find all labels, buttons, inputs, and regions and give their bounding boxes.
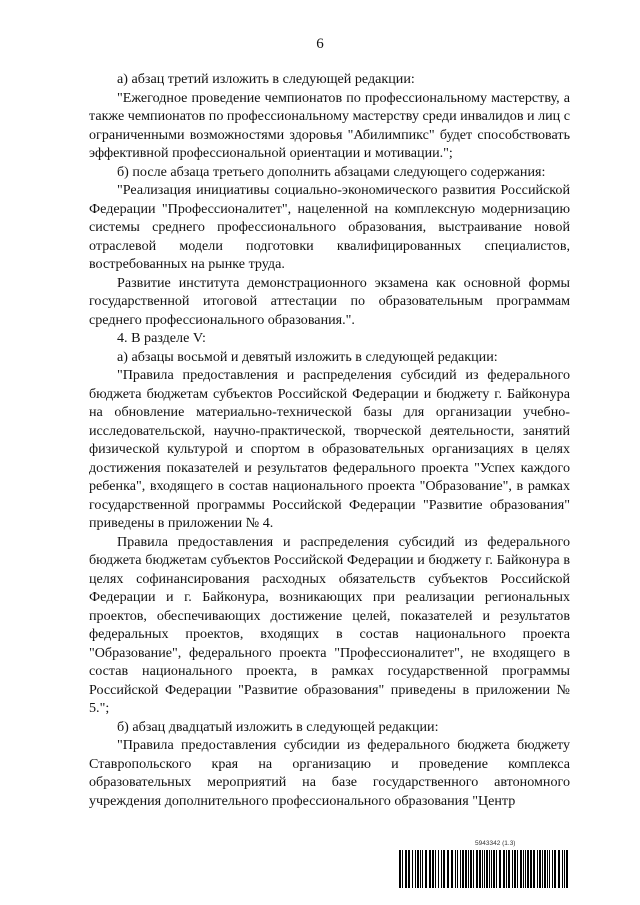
barcode-bar: [558, 850, 560, 888]
barcode-bar: [479, 850, 481, 888]
barcode-bar: [506, 850, 507, 888]
barcode-bar: [417, 850, 419, 888]
paragraph: Развитие института демонстрационного экзамена как основной формы государственной итоговой аттестации по образовательным программам среднего профессионального образования.".: [89, 274, 570, 328]
barcode-bar: [533, 850, 535, 888]
paragraph: "Правила предоставления и распределения субсидий из федерального бюджета бюджетам субъектов Российской Федерации и бюджету г. Байконура на обновление материально-технической базы для организации учебно-исследовательской, научно-практической, творческой деятельности, занятий физической культурой и спортом в образовательных организациях в целях достижения показателей и результатов федерального проекта "Успех каждого ребенка", входящего в состав национального проекта "Образование", в рамках государственной программы Российской Федерации "Развитие образования" приведены в приложении № 4.: [89, 367, 570, 531]
barcode-icon: [399, 850, 571, 888]
barcode-bar: [527, 850, 529, 888]
barcode-bar: [523, 850, 524, 888]
barcode-bar: [514, 850, 516, 888]
barcode-bar: [470, 850, 472, 888]
paragraph: Правила предоставления и распределения субсидий из федерального бюджета бюджетам субъектов Российской Федерации и бюджету г. Байконура в целях софинансирования расходных обязательств субъектов Российской Федерации и г. Байконура, возникающих при реализации региональных проектов, обеспечивающих достижение целей, показателей и результатов федеральных проектов, входящих в состав национального проекта "Образование", федерального проекта "Профессионалитет", не входящего в состав национального проекта, в рамках государственной программы Российской Федерации "Развитие образования" приведены в приложении № 5.";: [89, 533, 570, 716]
barcode-bar: [530, 850, 532, 888]
barcode-bar: [489, 850, 490, 888]
barcode-bar: [399, 850, 401, 888]
barcode-bar: [412, 850, 413, 888]
barcode-bar: [564, 850, 565, 888]
barcode-bar: [457, 850, 458, 888]
barcode-bar: [549, 850, 550, 888]
barcode-bar: [537, 850, 538, 888]
barcode-bar: [462, 850, 464, 888]
barcode-bar: [425, 850, 427, 888]
document-barcode: [399, 840, 571, 890]
barcode-bar: [465, 850, 467, 888]
paragraph: б) после абзаца третьего дополнить абзацами следующего содержания:: [117, 163, 546, 180]
barcode-bar: [554, 850, 556, 888]
barcode-bar: [482, 850, 483, 888]
paragraph: а) абзац третий изложить в следующей редакции:: [117, 71, 415, 87]
paragraph: "Ежегодное проведение чемпионатов по профессиональному мастерству, а также чемпионатов по профессиональному мастерству среди инвалидов и лиц с ограниченными возможностями здоровья "Абилимпикс" будет способствовать эффективной профессиональной ориентации и мотивации.";: [89, 89, 570, 161]
paragraph: а) абзацы восьмой и девятый изложить в следующей редакции:: [117, 348, 498, 365]
barcode-bar: [441, 850, 442, 888]
barcode-bar: [486, 850, 488, 888]
barcode-bar: [562, 850, 563, 888]
barcode-bar: [539, 850, 541, 888]
barcode-bar: [415, 850, 416, 888]
page-number: 6: [316, 36, 324, 52]
barcode-bar: [438, 850, 439, 888]
barcode-bar: [422, 850, 423, 888]
barcode-bar: [432, 850, 434, 888]
barcode-bar: [408, 850, 410, 888]
barcode-bar: [420, 850, 421, 888]
barcode-bar: [542, 850, 543, 888]
barcode-bar: [503, 850, 505, 888]
paragraph: б) абзац двадцатый изложить в следующей редакции:: [117, 718, 439, 735]
barcode-bar: [451, 850, 453, 888]
barcode-bar: [544, 850, 546, 888]
barcode-bar: [405, 850, 407, 888]
barcode-bar: [476, 850, 478, 888]
paragraph: "Реализация инициативы социально-экономического развития Российской Федерации "Профессионалитет", нацеленной на комплексную модернизацию системы среднего профессионального образования, выстраивание новой отраслевой модели подготовки квалифицированных специалистов, востребованных на рынке труда.: [89, 182, 570, 272]
barcode-bar: [460, 850, 461, 888]
barcode-bar: [520, 850, 522, 888]
barcode-bar: [468, 850, 469, 888]
barcode-bar: [443, 850, 445, 888]
barcode-bar: [566, 850, 568, 888]
barcode-bar: [473, 850, 474, 888]
barcode-bar: [455, 850, 456, 888]
barcode-label: 5943342 (1.3): [475, 840, 516, 847]
barcode-bar: [525, 850, 526, 888]
barcode-bar: [493, 850, 495, 888]
barcode-bar: [496, 850, 497, 888]
barcode-bar: [547, 850, 548, 888]
barcode-bar: [435, 850, 436, 888]
barcode-bar: [491, 850, 492, 888]
document-body: [89, 70, 570, 810]
barcode-bar: [429, 850, 431, 888]
barcode-bar: [484, 850, 485, 888]
barcode-bar: [447, 850, 449, 888]
barcode-bar: [499, 850, 501, 888]
barcode-bar: [402, 850, 403, 888]
barcode-bar: [512, 850, 513, 888]
paragraph: "Правила предоставления субсидии из федерального бюджета бюджету Ставропольского края на организацию и проведение комплекса образовательных мероприятий на базе государственного автономного учреждения дополнительного профессионального образования "Центр: [89, 737, 570, 809]
barcode-bar: [517, 850, 518, 888]
barcode-bar: [552, 850, 553, 888]
barcode-bar: [508, 850, 510, 888]
paragraph: 4. В разделе V:: [117, 330, 206, 346]
